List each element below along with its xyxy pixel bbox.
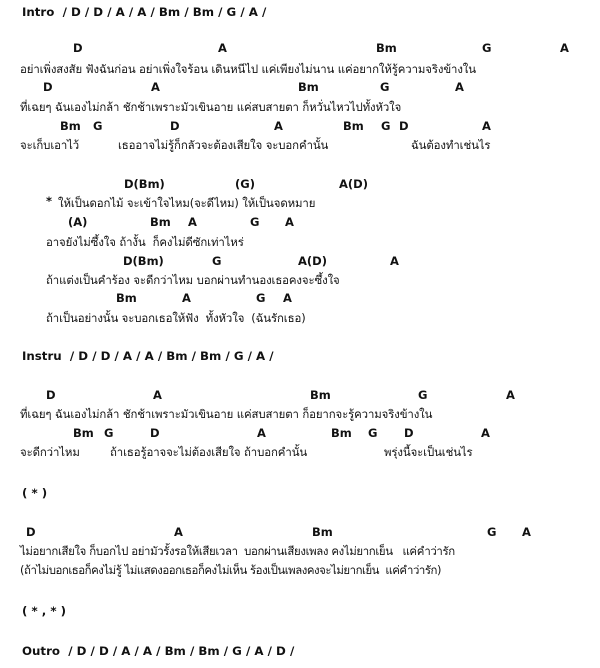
chord: Bm xyxy=(310,388,331,402)
chord: A xyxy=(481,426,490,440)
lyric-line: ถ้าแต่งเป็นคำร้อง จะดีกว่าไหม บอกผ่านทำนองเธอคงจะซึ้งใจ xyxy=(46,273,340,287)
instru-progression: / D / D / A / A / Bm / Bm / G / A / xyxy=(69,349,274,363)
chord: Bm xyxy=(150,215,171,229)
chord: A(D) xyxy=(339,177,368,191)
outro-label: Outro xyxy=(22,644,60,658)
lyric-line: เธออาจไม่รู้ก็กลัวจะต้องเสียใจ จะบอกคำนั้น xyxy=(118,138,329,152)
chord: A xyxy=(283,291,292,305)
chord: Bm xyxy=(298,80,319,94)
chord: Bm xyxy=(312,525,333,539)
chord: A xyxy=(218,41,227,55)
chord: A xyxy=(274,119,283,133)
chord: A xyxy=(506,388,515,402)
lyric-line: ถ้าเธอรู้อาจจะไม่ต้องเสียใจ ถ้าบอกคำนั้น xyxy=(110,445,308,459)
chord: Bm xyxy=(343,119,364,133)
lyric-line: ที่เฉยๆ ฉันเองไม่กล้า ชักช้าเพราะมัวเขินอาย แค่สบสายตา ก็อยากจะรู้ความจริงข้างใน xyxy=(20,407,433,421)
lyric-line: อาจยังไม่ซึ้งใจ ถ้างั้น ก็คงไม่ดีซักเท่าไหร่ xyxy=(46,235,244,249)
chord: D(Bm) xyxy=(123,254,164,268)
instru-label: Instru xyxy=(22,349,62,363)
chorus-marker: * xyxy=(46,194,53,208)
chord: Bm xyxy=(73,426,94,440)
lyric-line: จะเก็บเอาไว้ xyxy=(20,138,80,152)
lyric-line: ที่เฉยๆ ฉันเองไม่กล้า ชักช้าเพราะมัวเขินอาย แค่สบสายตา ก็หวั่นไหวไปทั้งหัวใจ xyxy=(20,100,402,114)
chord: A(D) xyxy=(298,254,327,268)
chord: G xyxy=(104,426,114,440)
chord: D xyxy=(150,426,160,440)
outro-line xyxy=(22,646,294,658)
chord: D xyxy=(399,119,409,133)
chord: A xyxy=(151,80,160,94)
lyric-line: (ถ้าไม่บอกเธอก็คงไม่รู้ ไม่แสดงออกเธอก็คงไม่เห็น ร้องเป็นเพลงคงจะไม่ยากเย็น แค่คำว่ารัก) xyxy=(20,563,441,577)
chord: A xyxy=(390,254,399,268)
chord: Bm xyxy=(376,41,397,55)
instru-line xyxy=(22,351,274,363)
intro-label: Intro xyxy=(22,5,55,19)
chord: (A) xyxy=(68,215,88,229)
chord: A xyxy=(182,291,191,305)
chord: D xyxy=(26,525,36,539)
chord: G xyxy=(418,388,428,402)
chord: D(Bm) xyxy=(124,177,165,191)
intro-progression: / D / D / A / A / Bm / Bm / G / A / xyxy=(62,5,267,19)
chord: G xyxy=(250,215,260,229)
lyric-line: ให้เป็นดอกไม้ จะเข้าใจไหม(จะดีไหม) ให้เป็นจดหมาย xyxy=(58,196,316,210)
chord: A xyxy=(285,215,294,229)
chord: G xyxy=(380,80,390,94)
repeat-chorus-twice: ( * , * ) xyxy=(22,604,67,618)
lyric-line: ไม่อยากเสียใจ ก็บอกไป อย่ามัวรั้งรอให้เสียเวลา บอกผ่านเสียงเพลง คงไม่ยากเย็น แค่คำว่ารัก xyxy=(20,544,455,558)
chord: D xyxy=(170,119,180,133)
outro-progression: / D / D / A / A / Bm / Bm / G / A / D / xyxy=(68,644,295,658)
chord: A xyxy=(522,525,531,539)
lyric-line: ถ้าเป็นอย่างนั้น จะบอกเธอให้ฟัง ทั้งหัวใจ (ฉันรักเธอ) xyxy=(46,311,306,325)
chord: G xyxy=(482,41,492,55)
chord: A xyxy=(560,41,569,55)
chord: A xyxy=(257,426,266,440)
chord: G xyxy=(212,254,222,268)
chord: Bm xyxy=(116,291,137,305)
chord: Bm xyxy=(331,426,352,440)
chord: D xyxy=(73,41,83,55)
chord: Bm xyxy=(60,119,81,133)
chord: G xyxy=(93,119,103,133)
chord: (G) xyxy=(235,177,255,191)
chord: A xyxy=(174,525,183,539)
chord: G xyxy=(368,426,378,440)
chord: A xyxy=(188,215,197,229)
intro-line xyxy=(22,7,266,19)
chord: G xyxy=(256,291,266,305)
chord: A xyxy=(153,388,162,402)
lyric-line: อย่าเพิ่งสงสัย ฟังฉันก่อน อย่าเพิ่งใจร้อน เดินหนีไป แค่เพียงไม่นาน แค่อยากให้รู้ความจริงข้างใน xyxy=(20,62,476,76)
chord: A xyxy=(482,119,491,133)
lyric-line: ฉันต้องทำเช่นไร xyxy=(411,138,491,152)
chord: G xyxy=(487,525,497,539)
lyric-line: จะดีกว่าไหม xyxy=(20,445,80,459)
repeat-chorus: ( * ) xyxy=(22,486,48,500)
chord: A xyxy=(455,80,464,94)
chord: D xyxy=(46,388,56,402)
chord: D xyxy=(404,426,414,440)
lyric-line: พรุ่งนี้จะเป็นเช่นไร xyxy=(384,445,473,459)
chord: D xyxy=(43,80,53,94)
chord: G xyxy=(381,119,391,133)
